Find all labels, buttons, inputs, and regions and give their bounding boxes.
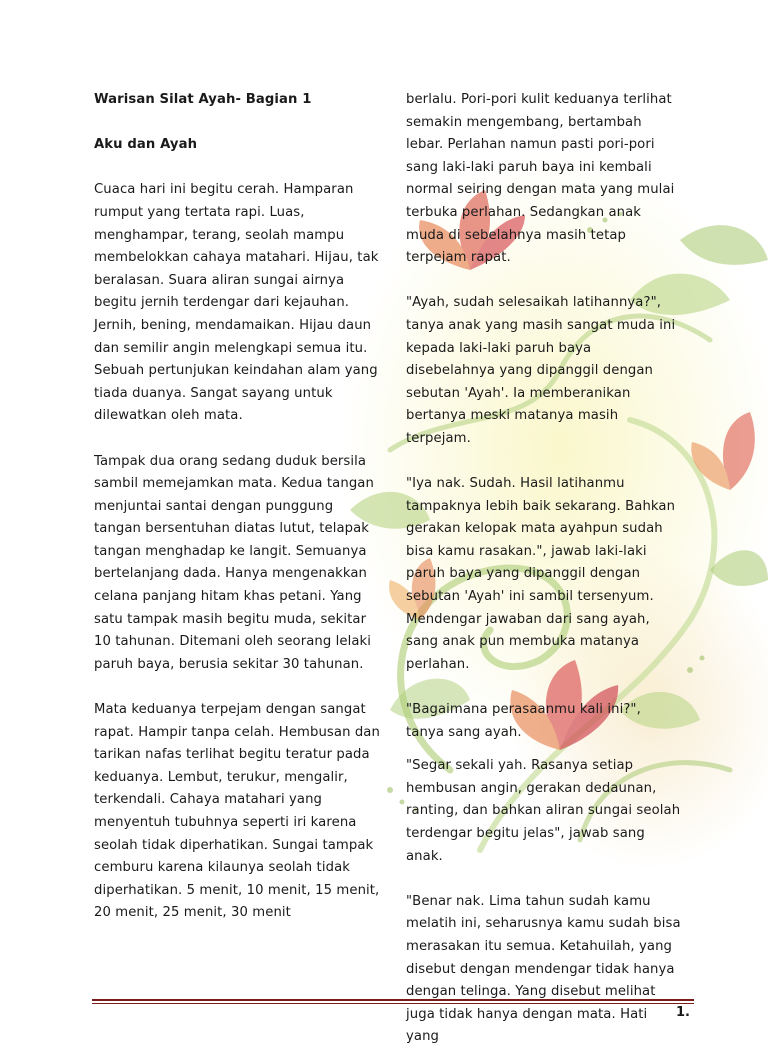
paragraph: "Ayah, sudah selesaikah latihannya?", tanya anak yang masih sangat muda ini kepada laki-laki paruh baya disebelahnya yang dipanggil dengan sebutan 'Ayah'. Ia memberanikan bertanya meski matanya masih terpejam. (406, 295, 676, 446)
left-column (94, 89, 382, 925)
paragraph: "Iya nak. Sudah. Hasil latihanmu tampaknya lebih baik sekarang. Bahkan gerakan kelopak mata ayahpun sudah bisa kamu rasakan.", jawab laki-laki paruh baya yang dipanggil dengan sebutan 'Ayah' ini sambil tersenyum. Mendengar jawaban dari sang ayah, sang anak pun membuka matanya perlahan. (406, 476, 676, 672)
page-number: 1. (676, 1005, 690, 1020)
paragraph: Tampak dua orang sedang duduk bersila sambil memejamkan mata. Kedua tangan menjuntai santai dengan punggung tangan bersentuhan diatas lutut, telapak tangan menghadap ke langit. Semuanya bertelanjang dada. Hanya mengenakkan celana panjang hitam khas petani. Yang satu tampak masih begitu muda, sekitar 10 tahunan. Ditemani oleh seorang lelaki paruh baya, berusia sekitar 30 tahunan. (94, 453, 374, 672)
paragraph: Mata keduanya terpejam dengan sangat rapat. Hampir tanpa celah. Hembusan dan tarikan nafas terlihat begitu teratur pada keduanya. Lembut, terukur, mengalir, terkendali. Cahaya matahari yang menyentuh tubuhnya seperti iri karena seolah tidak diperhatikan. Sungai tampak cemburu karena kilaunya seolah tidak diperhatikan. 5 menit, 10 menit, 15 menit, 20 menit, 25 menit, 30 menit (94, 702, 380, 921)
paragraph: "Benar nak. Lima tahun sudah kamu melatih ini, seharusnya kamu sudah bisa merasakan itu semua. Ketahuilah, yang disebut dengan mendengar tidak hanya dengan telinga. Yang disebut melihat juga tidak hanya dengan mata. Hati yang (406, 893, 681, 1045)
right-column (406, 89, 681, 1049)
paragraph: "Segar sekali yah. Rasanya setiap hembusan angin, gerakan dedaunan, ranting, dan bahkan aliran sungai seolah terdengar begitu jelas", jawab sang anak. (406, 758, 681, 864)
paragraph: berlalu. Pori-pori kulit keduanya terlihat semakin mengembang, bertambah lebar. Perlahan namun pasti pori-pori sang laki-laki paruh baya ini kembali normal seiring dengan mata yang mulai terbuka perlahan. Sedangkan anak muda di sebelahnya masih tetap terpejam rapat. (406, 92, 675, 266)
chapter-subtitle: Aku dan Ayah (94, 137, 198, 153)
footer-rule (92, 999, 694, 1001)
paragraph: "Bagaimana perasaanmu kali ini?", tanya sang ayah. (406, 702, 641, 740)
document-title: Warisan Silat Ayah- Bagian 1 (94, 92, 312, 107)
paragraph: Cuaca hari ini begitu cerah. Hamparan rumput yang tertata rapi. Luas, menghampar, terang, seolah mampu membelokkan cahaya matahari. Hijau, tak beralasan. Suara aliran sungai airnya begitu jernih terdengar dari kejauhan. Jernih, bening, mendamaikan. Hijau daun dan semilir angin melengkapi semua itu. Sebuah pertunjukan keindahan alam yang tiada duanya. Sangat sayang untuk dilewatkan oleh mata. (94, 182, 379, 424)
footer-rule-thin (92, 1003, 694, 1004)
